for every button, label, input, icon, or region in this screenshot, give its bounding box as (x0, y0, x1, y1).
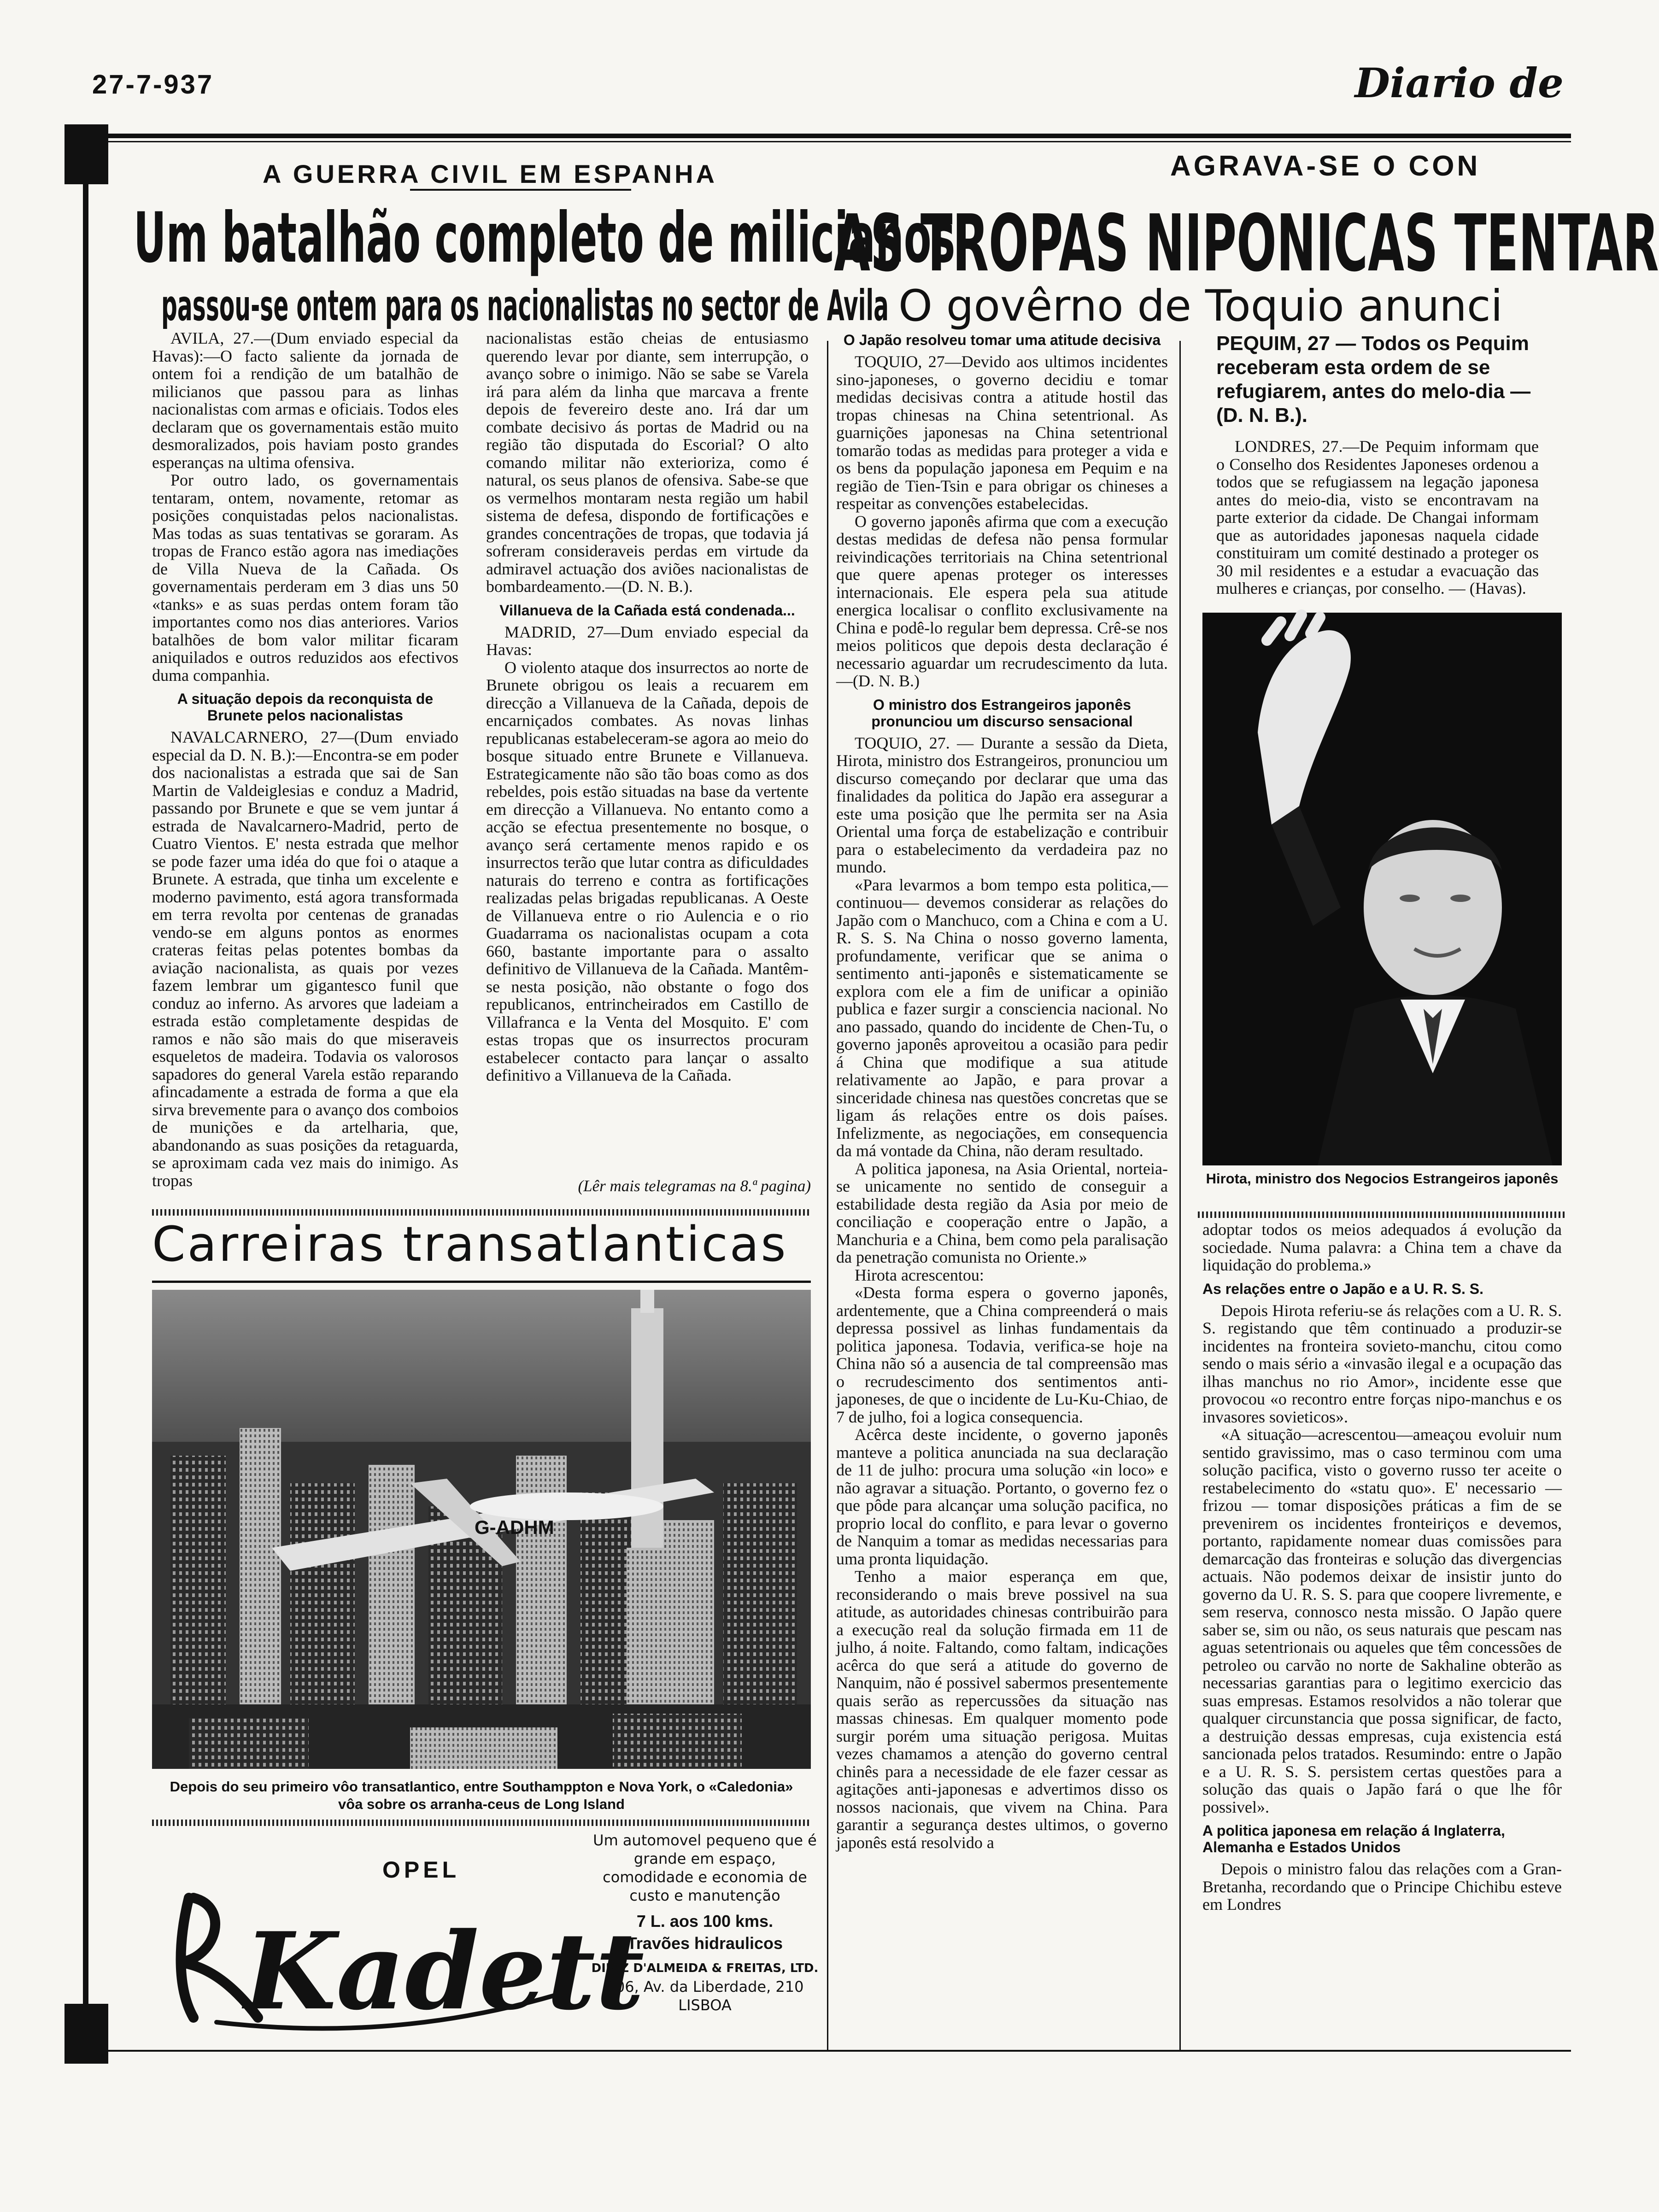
left-kicker: A GUERRA CIVIL EM ESPANHA (263, 159, 717, 188)
issue-date: 27-7-937 (92, 70, 214, 99)
advert-address: 206, Av. da Liberdade, 210 (606, 1978, 804, 1995)
article-paragraph: nacionalistas estão cheias de entusiasmo querendo levar por diante, sem interrupção, o avanço sobre o inimigo. Não se sabe se Varela irá para além da linha que marcava a frente depois de fevereiro deste ano. Irá dar um combate decisivo ás portas de Madrid ou na região tão disputada do Escorial? O alto comando militar não exterioriza, como é natural, os seus planos de ofensiva. Sabe-se que os vermelhos montaram nesta região um habil sistema de defesa, dispondo de fortificações e grandes concentrações de tropas, que todavia já sofreram consideraveis perdas em virtude da admiravel actuação dos aviões nacionalistas de bombardeamento.—(D. N. B.). (486, 329, 809, 596)
section-subheading: O ministro dos Estrangeiros japonês pronunciou um discurso sensacional (871, 696, 1133, 730)
photo-caption: Depois do seu primeiro vôo transatlantico, entre Southamppton e Nova York, o «Caledonia» vôa sobre os arranha-ceus de Long Island (170, 1779, 793, 1812)
article-paragraph: «Desta forma espera o governo japonês, ardentemente, que a China compreenderá o mais depressa possivel as linhas fundamentais da politica japonesa. Todavia, verifica-se hoje na China não só a ausencia de tal compreensão mas o recrudescimento dos sentimentos anti-japoneses, de que o incidente de Lu-Ku-Chiao, de 7 de julho, foi a logica consequencia. (836, 1283, 1168, 1426)
article-paragraph: Por outro lado, os governamentais tentaram, ontem, novamente, retomar as posições conquistadas pelos nacionalistas. Mas todas as suas tentativas se goraram. As tropas de Franco estão agora nas imediações de Villa Nueva de la Cañada. Os governamentais perderam em 3 dias uns 50 «tanks» e as suas perdas ontem foram tão importantes como nos dias anteriores. Varios batalhões de bom valor militar ficaram aniquilados e outros reduzidos aos efectivos duma companhia. (152, 471, 458, 685)
article-paragraph: TOQUIO, 27. — Durante a sessão da Dieta, Hirota, ministro dos Estrangeiros, pronunciou um discurso começando por declarar que uma das finalidades da politica do Japão era assegurar a este uma posição que lhe permita ser na Asia Oriental uma força de estabelização e contribuir para o estabelecimento da verdadeira paz no mundo. (836, 733, 1168, 876)
svg-text:Kadett: Kadett (244, 1909, 645, 2034)
article-paragraph: O violento ataque dos insurrectos ao norte de Brunete obrigou os leais a recuarem em direcção a Villanueva de la Cañada, depois de encarniçados combates. As novas linhas republicanas estabeleceram-se agora ao meio do bosque situado entre Brunete e Villanueva. Estrategicamente não são tão boas como as dos rebeldes, pois estão situadas na base da vertente em direcção a Villanueva. No entanto como a acção se efectua presentemente no bosque, o avanço será certamente menos rapido e os insurrectos terão que lutar contra as dificuldades naturais do terreno e contra as fortificações realizadas pelas brigadas republicanas. A Oeste de Villanueva entre o rio Aulencia e o rio Guadarrama os nacionalistas ocupam a cota 660, bastante importante para o assalto definitivo de Villanueva de la Cañada. Mantêm-se nesta posição, não obstante o fogo dos republicanos, entrincheirados em Castillo de Villafranca e la Venta del Mosquito. E' com estas tropas que os insurrectos procuram estabelecer contacto para lançar o assalto definitivo a Villanueva de la Cañada. (486, 658, 809, 1084)
right-column-2 (1202, 1221, 1562, 2050)
advert-line: Um automovel pequeno que é grande em espaço, comodidade e economia de custo e manutenção (593, 1832, 817, 1904)
article-paragraph: TOQUIO, 27—Devido aos ultimos incidentes sino-japoneses, o governo decidiu e tomar medidas decisivas contra a atitude hostil das tropas chinesas na China setentrional. As guarnições japonesas na China setentrional tomarão todas as medidas para proteger a vida e os bens da população japonesa em Pequim e na região de Tien-Tsin e para obrigar os chineses a respeitar as convenções estabelecidas. (836, 352, 1168, 513)
section-subheading: Villanueva de la Cañada está condenada... (499, 602, 795, 619)
paper-name: Diario de (1354, 59, 1564, 107)
left-column-1 (152, 329, 458, 1200)
article-paragraph: LONDRES, 27.—De Pequim informam que o Conselho dos Residentes Japoneses ordenou a todos que se refugiassem na legação japonesa antes do meio-dia, visto se encontravam na parte exterior da cidade. De Changai informam que as autoridades japonesas naquela cidade constituiram um comité destinado a proteger os 30 mil residentes e a estudar a evacuação das mulheres e crianças, por conselho. — (Havas). (1216, 437, 1539, 597)
section-subheading: A politica japonesa em relação á Inglaterra, Alemanha e Estados Unidos (1202, 1822, 1505, 1855)
article-paragraph: NAVALCARNERO, 27—(Dum enviado especial da D. N. B.):—Encontra-se em poder dos nacionalistas a estrada que sai de San Martin de Valdeiglesias e conduz a Madrid, passando por Brunete e que se vem juntar á estrada de Navalcarnero-Madrid, perto de Cuatro Vientos. E' nesta estrada que melhor se pode fazer uma idéa do que foi o ataque a Brunete. A estrada, que tinha um excelente e moderno pavimento, está agora transformada em terra revolta por centenas de granadas vendo-se em alguns pontos as enormes crateras feitas pelas potentes bombas da aviação nacionalista, as quais por vezes fazem lembrar um gigantesco funil que conduz ao inferno. As arvores que ladeiam a estrada estão completamente despidas de ramos e não são mais do que miseraveis esqueletos de madeira. Todavia os valorosos sapadores do general Varela estão reparando afincadamente a estrada de forma a que ela sirva brevemente para o avanço dos comboios de munições e da artelharia, que, abandonando as suas posições da retaguarda, se aproximam cada vez mais do inimigo. As tropas (152, 728, 458, 1190)
carreiras-underline (152, 1281, 811, 1283)
section-separator (152, 1820, 811, 1826)
masthead-rule-thin (83, 141, 1571, 142)
section-separator (1198, 1211, 1566, 1218)
article-paragraph: Depois o ministro falou das relações com a Gran-Bretanha, recordando que o Principe Chichibu esteve em Londres (1202, 1860, 1562, 1914)
left-headline: Um batalhão completo de milicianos (134, 198, 956, 278)
article-paragraph: Hirota acrescentou: (855, 1265, 984, 1284)
section-separator (152, 1209, 811, 1216)
column-divider (1179, 341, 1181, 2050)
section-subheading: O Japão resolveu tomar uma atitude decisiva (843, 332, 1161, 348)
londres-paragraph (1216, 437, 1539, 597)
article-paragraph: «Para levarmos a bom tempo esta politica,—continuou— devemos considerar as relações do Japão com o Manchuco, com a China e com a U. R. S. S. Na China o nosso governo lamenta, profundamente, verificar que se anima o sentimento anti-japonês e sistematicamente se explora com ele a fim de unificar a opinião publica e fazer surgir a consciencia nacional. No ano passado, quando do incidente de Chen-Tu, o governo japonês aproveitou a ocasião para pedir á China que modifique a sua atitude relativamente ao Japão, e para provar a sinceridade chinesa nas questões concretas que se ligam ás relações entre os dois países. Infelizmente, as negociações, em consequencia da má vontade da China, não deram resultado. (836, 875, 1168, 1160)
masthead-rule (83, 134, 1571, 138)
right-headline: AS TROPAS NIPONICAS TENTAR (834, 198, 1659, 289)
plane-marking: G-ADHM (475, 1516, 554, 1538)
hirota-portrait-photo (1202, 613, 1562, 1165)
column-divider (827, 341, 828, 2050)
article-paragraph: Tenho a maior esperança em que, reconsiderando o mais breve possivel na sua atitude, as autoridades chinesas contribuirão para a execução real da solução firmada em 11 de julho, á noite. Faltando, como faltam, indicações acêrca do que será a atitude do governo de Nanquim, não é possivel sabermos presentemente quais serão as repercussões da situação nas massas chinesas. Em qualquer momento pode surgir porém uma situação perigosa. Muitas vezes chamamos a atenção do governo central chinês para a necessidade de ele fazer cessar as agitações anti-japonesas e advertimos disso os nossos nacionais, que vivem na China. Para garantir a segurança destes ultimos, o governo japonês está resolvido a (836, 1567, 1168, 1852)
article-paragraph: Depois Hirota referiu-se ás relações com a U. R. S. S. registando que têm continuado a produzir-se incidentes na fronteira sovieto-manchu, citou como sendo o mais sério a «invasão ilegal e a ocupação das ilhas manchus no rio Amor», incidente esse que provocou «o recontro entre forças nipo-manchus e os invasores sovieticos». (1202, 1301, 1562, 1426)
aerial-city-photo (152, 1290, 811, 1769)
advert-city: LISBOA (678, 1996, 732, 2014)
section-subheading: A situação depois da reconquista de Brunete pelos nacionalistas (177, 691, 434, 724)
advert-brand: OPEL (382, 1857, 460, 1883)
portrait-caption: Hirota, ministro dos Negocios Estrangeiros japonês (1206, 1170, 1559, 1187)
continued-note: (Lêr mais telegramas na 8.ª pagina) (578, 1177, 811, 1195)
carreiras-title: Carreiras transatlanticas (152, 1216, 788, 1272)
article-paragraph: Acêrca deste incidente, o governo japonês manteve a politica anunciada na sua declaração de 11 de julho: procura uma solução «in loco» e não agravar a situação. Portanto, o governo fez o que pôde para alcançar uma solução pacifica, no proprio local do conflito, e para levar o governo de Nanquim a tomar as medidas necessarias para uma pronta liquidação. (836, 1425, 1168, 1568)
right-kicker: AGRAVA-SE O CON (1170, 150, 1481, 182)
pequim-lead: PEQUIM, 27 — Todos os Pequim receberam esta ordem de se refugiarem, antes do melo-dia — (D. N. B.). (1216, 332, 1531, 427)
margin-block-bottom (64, 2004, 108, 2064)
advert-copy (590, 1831, 820, 2014)
left-column-2 (486, 329, 809, 1175)
article-paragraph: O governo japonês afirma que com a execução destas medidas de defesa não pensa formular reivindicações territoriais na China setentrional que quere apenas proteger os interesses internacionais. Ele espera pela sua atitude energica localisar o conflito exclusivamente na China e podê-lo regular bem depressa. Crê-se nos meios politicos que depois desta declaração é necessario aguardar um recrudescimento da luta.—(D. N. B.) (836, 512, 1168, 690)
article-paragraph: MADRID, 27—Dum enviado especial da Havas: (486, 622, 809, 659)
article-paragraph: A politica japonesa, na Asia Oriental, norteia-se unicamente no sentido de conseguir a estabilidade desta região da Asia por meio de conciliação e cooperação entre o Japão, a Manchuria e a China, bem como pela paralisação da penetração comunista no Oriente.» (836, 1159, 1168, 1266)
article-paragraph: adoptar todos os meios adequados á evolução da sociedade. Numa palavra: a China tem a chave da liquidação do problema.» (1202, 1220, 1562, 1274)
right-column-1 (836, 332, 1168, 2045)
advert-brakes: Travões hidraulicos (627, 1934, 783, 1953)
article-paragraph: «A situação—acrescentou—ameaçou evoluir num sentido gravissimo, mas o caso terminou com uma solução pacifica, visto o governo russo ter aceite o restabelecimento do «statu quo». E' necessario — frizou — tomar disposições práticas a fim de se prevenirem os incidentes fronteiriços e devemos, portanto, rapidamente nomear duas comissões para demarcação das fronteiras e solução das divergencias actuais. Não podemos deixar de insistir junto do governo da U. R. S. S. para que coopere livremente, e sem reserva, connosco nesta missão. O Japão quere saber se, sim ou não, os seus naturais que pescam nas aguas setentrionais ou aqueles que têm concessões de petroleo ou carvão no norte de Sakhaline obterão as necessarias garantias para o legitimo exercicio das suas empresas. Estamos resolvidos a não tolerar que qualquer circunstancia que possa significar, de facto, a destruição dessas empresas, cuja existencia está sancionada pelos tratados. Resumindo: entre o Japão e a U. R. S. S. persistem certas questões para a solução das quais o Japão fará o que lhe fôr possivel». (1202, 1425, 1562, 1816)
margin-rule (83, 138, 88, 2050)
left-subheadline: passou-se ontem para os nacionalistas no sector de Avila (161, 281, 889, 330)
article-paragraph: AVILA, 27.—(Dum enviado especial da Havas):—O facto saliente da jornada de ontem foi a rendição de um batalhão de milicianos que passou para as linhas nacionalistas com armas e oficiais. Todos eles declaram que os governamentais estão muito desmoralizados, pois haviam posto grandes esperanças na ultima ofensiva. (152, 329, 458, 472)
right-subheadline: O govêrno de Toquio anunci (898, 281, 1503, 331)
kadett-script-logo (161, 1879, 645, 2036)
bottom-rule (83, 2050, 1571, 2052)
advert-dealer: DINIZ D'ALMEIDA & FREITAS, LTD. (591, 1961, 819, 1975)
section-subheading: As relações entre o Japão e a U. R. S. S. (1202, 1280, 1484, 1297)
kicker-underline (410, 189, 631, 191)
advert-consumption: 7 L. aos 100 kms. (636, 1912, 774, 1931)
